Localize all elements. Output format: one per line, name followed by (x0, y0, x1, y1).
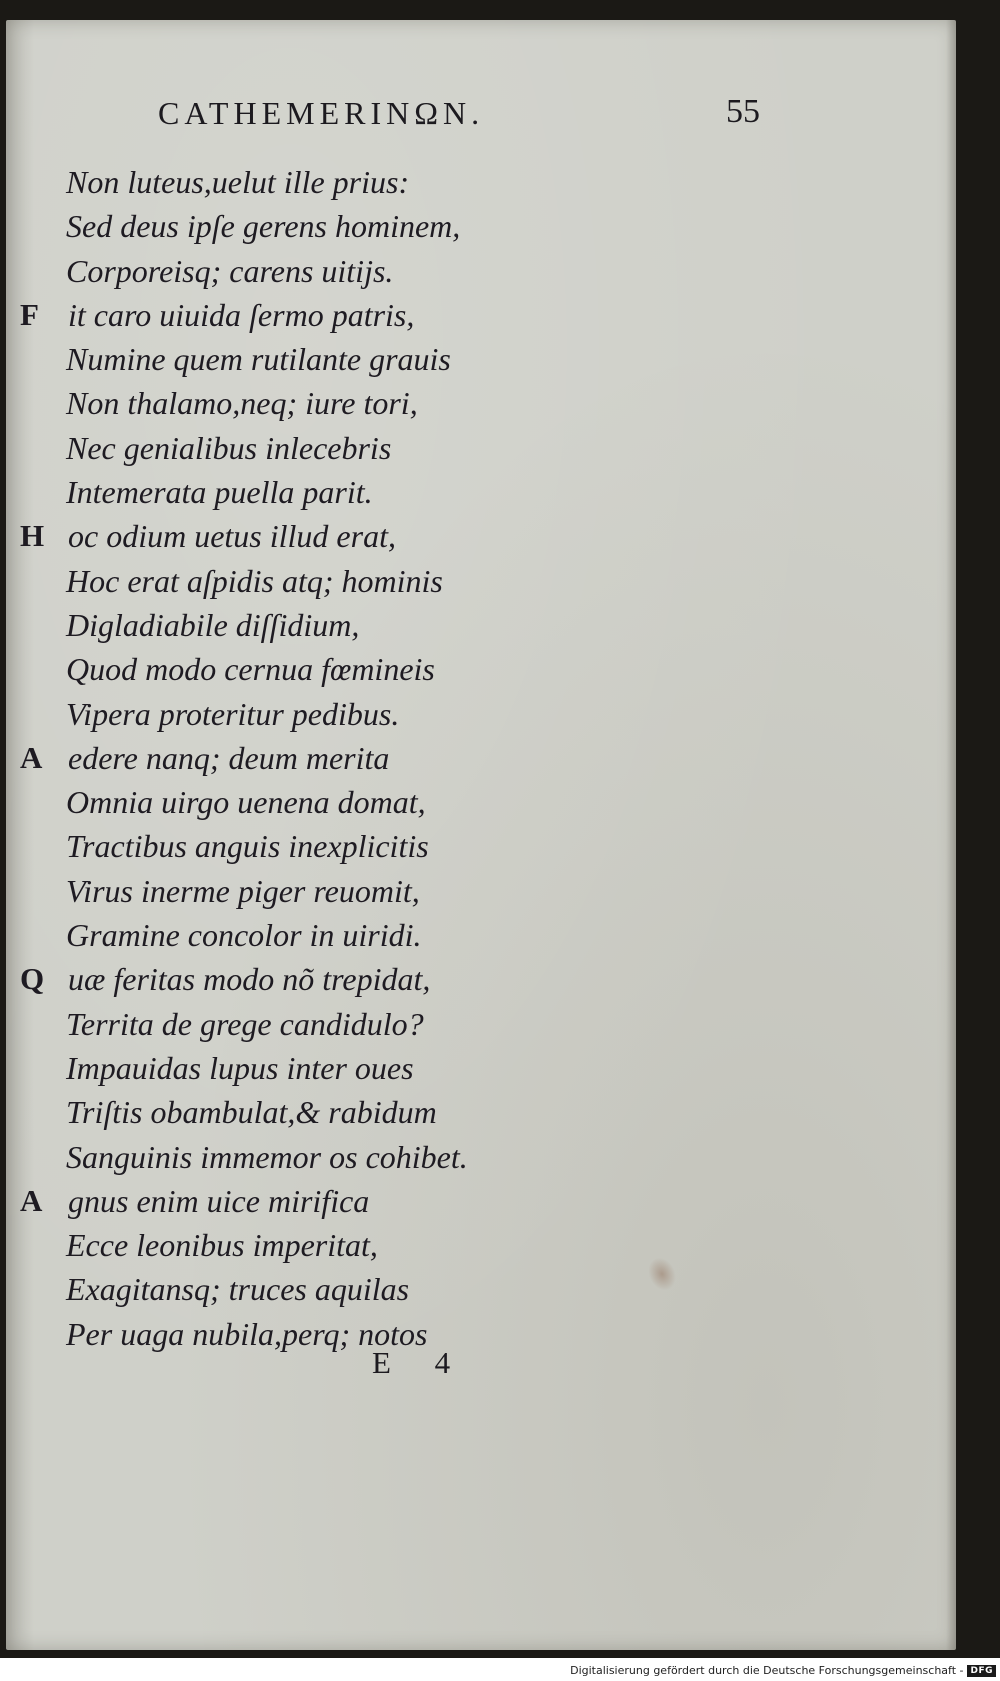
running-title: CATHEMERINΩN. (158, 95, 485, 131)
page-number: 55 (726, 93, 760, 130)
digitization-credit (570, 1664, 996, 1677)
verse-line: Quod modo cernua fœmineis (66, 651, 435, 688)
verse-line (0, 514, 940, 558)
credit-text: Digitalisierung gefördert durch die Deutsche Forschungsgemeinschaft - (570, 1664, 964, 1677)
verse-line: Digladiabile diſſidium, (66, 606, 360, 643)
verse-line (0, 736, 940, 780)
verse-line: Hoc erat aſpidis atq; hominis (66, 562, 443, 599)
dfg-logo: DFG (967, 1665, 996, 1677)
verse-text: it caro uiuida ſermo patris, (68, 296, 415, 333)
verse-line: Gramine concolor in uiridi. (66, 917, 422, 954)
stanza-initial: A (20, 739, 43, 775)
verse-line: Omnia uirgo uenena domat, (66, 784, 426, 821)
verse-line (0, 293, 940, 337)
verse-text: edere nanq; deum merita (68, 739, 390, 776)
verse-line: Non thalamo,neq; iure tori, (66, 385, 418, 422)
verse-line: Impauidas lupus inter oues (66, 1049, 414, 1086)
verse-line: Sanguinis immemor os cohibet. (66, 1138, 468, 1175)
verse-text: gnus enim uice mirifica (68, 1182, 370, 1219)
verse-block (0, 160, 940, 1356)
stanza-initial: F (20, 296, 39, 332)
verse-line: Tractibus anguis inexplicitis (66, 828, 429, 865)
signature-mark: E 4 (372, 1345, 469, 1380)
verse-line (0, 957, 940, 1001)
stanza-initial: A (20, 1182, 43, 1218)
stanza-initial: H (20, 518, 45, 554)
verse-line: Non luteus,uelut ille prius: (66, 164, 410, 200)
page-edge-shadow (946, 20, 956, 1650)
verse-line: Nec genialibus inlecebris (66, 429, 392, 466)
verse-line: Virus inerme piger reuomit, (66, 872, 420, 909)
verse-line: Numine quem rutilante grauis (66, 341, 451, 378)
stanza-initial: Q (20, 961, 45, 997)
verse-line: Per uaga nubila,perq; notos (66, 1315, 428, 1352)
verse-text: uæ feritas modo nõ trepidat, (68, 961, 431, 998)
verse-line: Ecce leonibus imperitat, (66, 1227, 378, 1264)
verse-line: Territa de grege candidulo? (66, 1005, 424, 1042)
verse-line: Sed deus ipſe gerens hominem, (66, 208, 461, 245)
verse-line: Corporeisq; carens uitijs. (66, 252, 394, 289)
verse-line: Triſtis obambulat,& rabidum (66, 1094, 437, 1131)
verse-line (0, 1179, 940, 1223)
verse-line: Exagitansq; truces aquilas (66, 1271, 410, 1308)
verse-line: Intemerata puella parit. (66, 474, 373, 511)
verse-line: Vipera proteritur pedibus. (66, 695, 400, 732)
verse-text: oc odium uetus illud erat, (68, 518, 396, 555)
